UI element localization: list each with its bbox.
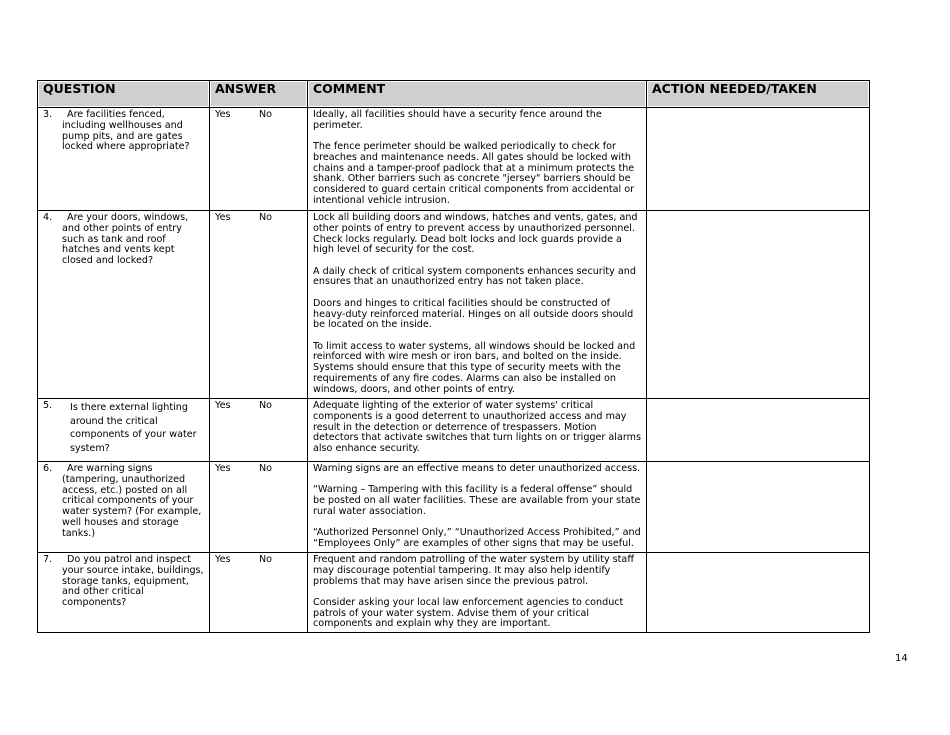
table-row	[38, 399, 870, 462]
comment-paragraph: To limit access to water systems, all windows should be locked and reinforced with wire mesh or iron bars, and bolted on the inside. Systems should ensure that this type of security meets with the requirements of any fire codes. Alarms can also be installed on windows, doors, and other points of entry.	[313, 340, 636, 395]
answer-cell	[210, 462, 308, 553]
comment-paragraph: Ideally, all facilities should have a security fence around the perimeter.	[313, 109, 602, 131]
answer-cell	[210, 108, 308, 211]
comment-paragraph: A daily check of critical system components enhances security and ensures that an unauthorized entry has not taken place.	[313, 265, 636, 288]
question-cell	[38, 108, 210, 211]
question-text: Are facilities fenced, including wellhouses and pump pits, and are gates locked where appropriate?	[62, 109, 190, 153]
question-number: 7.	[43, 554, 53, 565]
table-row	[38, 108, 870, 211]
comment-paragraph: Warning signs are an effective means to deter unauthorized access.	[313, 463, 641, 474]
comment-paragraph: Doors and hinges to critical facilities should be constructed of heavy-duty reinforced material. Hinges on all outside doors should be located on the inside.	[313, 297, 634, 331]
page-number: 14	[895, 653, 908, 664]
action-cell[interactable]	[647, 211, 870, 399]
header-row	[38, 81, 870, 108]
answer-no[interactable]: No	[259, 554, 273, 565]
answer-yes[interactable]: Yes	[215, 463, 231, 474]
comment-cell	[308, 553, 647, 633]
comment-cell	[308, 211, 647, 399]
comment-paragraph: Consider asking your local law enforcement agencies to conduct patrols of your water system. Advise them of your critical components and explain why they are important.	[313, 596, 624, 630]
comment-cell	[308, 462, 647, 553]
comment-paragraph: “Warning – Tampering with this facility is a federal offense” should be posted on all water facilities. These are available from your state rural water association.	[313, 484, 641, 517]
question-text: Are warning signs (tampering, unauthorized access, etc.) posted on all critical components of your water system? (For example, well houses and storage tanks.)	[62, 463, 202, 539]
answer-no[interactable]: No	[259, 463, 273, 474]
table-row	[38, 211, 870, 399]
comment-cell	[308, 108, 647, 211]
answer-yes[interactable]: Yes	[215, 109, 231, 120]
comment-paragraph: Lock all building doors and windows, hatches and vents, gates, and other points of entry to prevent access by unauthorized personnel. Check locks regularly. Dead bolt locks and lock guards provide a high level of security for the cost.	[313, 212, 638, 256]
comment-paragraph: The fence perimeter should be walked periodically to check for breaches and maintenance needs. All gates should be locked with chains and a tamper-proof padlock that at a minimum protects the shank. Other barriers such as concrete "jersey" barriers should be considered to guard certain critical components from accidental or intentional vehicle intrusion.	[313, 141, 635, 207]
answer-no[interactable]: No	[259, 212, 273, 223]
question-number: 4.	[43, 212, 53, 223]
comment-cell	[308, 399, 647, 462]
table-row	[38, 553, 870, 633]
header-comment: COMMENT	[308, 81, 647, 108]
question-cell	[38, 399, 210, 462]
comment-paragraph: “Authorized Personnel Only,” “Unauthorized Access Prohibited,” and “Employees Only” are examples of other signs that may be useful.	[313, 527, 641, 549]
question-text: Do you patrol and inspect your source intake, buildings, storage tanks, equipment, and other critical components?	[62, 554, 204, 609]
answer-yes[interactable]: Yes	[215, 554, 231, 565]
question-text: Is there external lighting around the critical components of your water system?	[70, 402, 197, 454]
answer-yes[interactable]: Yes	[215, 400, 231, 411]
question-number: 5.	[43, 400, 53, 411]
comment-paragraph: Frequent and random patrolling of the water system by utility staff may discourage potential tampering. It may also help identify problems that may have arisen since the previous patrol.	[313, 554, 634, 587]
action-cell[interactable]	[647, 399, 870, 462]
header-action: ACTION NEEDED/TAKEN	[647, 81, 870, 108]
table-row	[38, 462, 870, 553]
answer-cell	[210, 399, 308, 462]
question-number: 3.	[43, 109, 53, 120]
action-cell[interactable]	[647, 462, 870, 553]
action-cell[interactable]	[647, 553, 870, 633]
answer-cell	[210, 553, 308, 633]
header-answer: ANSWER	[210, 81, 308, 108]
security-checklist-table	[37, 80, 870, 633]
comment-paragraph: Adequate lighting of the exterior of water systems' critical components is a good deterrent to unauthorized access and may result in the detection or deterrence of trespassers. Motion detectors that activate switches that turn lights on or trigger alarms also enhance security.	[313, 400, 641, 455]
answer-cell	[210, 211, 308, 399]
answer-yes[interactable]: Yes	[215, 212, 231, 223]
question-cell	[38, 462, 210, 553]
action-cell[interactable]	[647, 108, 870, 211]
answer-no[interactable]: No	[259, 109, 273, 120]
question-cell	[38, 553, 210, 633]
answer-no[interactable]: No	[259, 400, 273, 411]
question-number: 6.	[43, 463, 53, 474]
header-question: QUESTION	[38, 81, 210, 108]
question-text: Are your doors, windows, and other points of entry such as tank and roof hatches and vents kept closed and locked?	[62, 212, 189, 267]
question-cell	[38, 211, 210, 399]
